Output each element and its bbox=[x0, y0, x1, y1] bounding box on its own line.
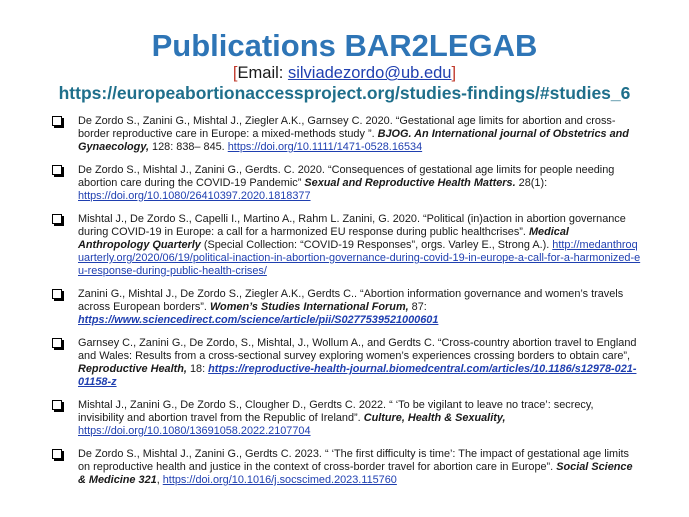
publication-journal: Reproductive Health, bbox=[78, 363, 187, 375]
publication-details: 28(1): bbox=[515, 177, 548, 189]
page-title: Publications BAR2LEGAB bbox=[151, 28, 538, 63]
email-link[interactable]: silviadezordo@ub.edu bbox=[287, 64, 452, 82]
checkbox-bullet-icon bbox=[52, 214, 62, 224]
publication-details: (Special Collection: “COVID-19 Responses”, orgs. Varley E., Strong A.). bbox=[200, 239, 553, 251]
publication-authors: Garnsey C., Zanini G., De Zordo, S., Mishtal, J., Wollum A., and Gerdts C. “Cross-country abortion travel to England and Wales: Results from a cross-sectional survey exploring women’s experiences crossing borders to obtain care”, bbox=[78, 337, 637, 362]
close-bracket: ] bbox=[451, 64, 457, 82]
publication-item bbox=[52, 448, 642, 487]
publication-authors: Mishtal J., Zanini G., De Zordo S., Clougher D., Gerdts C. 2022. “ ‘To be vigilant to leave no trace’: secrecy, invisibility and abortion travel from the Republic of Ireland”. bbox=[78, 399, 594, 424]
site-url-link[interactable]: https://europeabortionaccessproject.org/studies-findings/#studies_6 bbox=[58, 83, 631, 103]
publication-authors: De Zordo S., Mishtal J., Zanini G., Gerdts C. 2023. “ ‘The first difficulty is time’: The impact of gestational age limits on reproductive health and justice in the context of cross-border travel for abortion care in Europe”. bbox=[78, 448, 629, 473]
publication-journal: Sexual and Reproductive Health Matters. bbox=[304, 177, 516, 189]
checkbox-bullet-icon bbox=[52, 116, 62, 126]
publication-link[interactable]: https://reproductive-health-journal.biomedcentral.com/articles/10.1186/s12978-021-01158-z bbox=[78, 363, 637, 388]
publication-link[interactable]: https://www.sciencedirect.com/science/article/pii/S0277539521000601 bbox=[78, 314, 439, 326]
email-label: Email: bbox=[237, 64, 288, 82]
publication-authors: De Zordo S., Mishtal J., Zanini G., Gerdts. C. 2020. “Consequences of gestational age limits for people needing abortion care during the COVID-19 Pandemic” bbox=[78, 164, 615, 189]
publication-link[interactable]: https://doi.org/10.1080/26410397.2020.1818377 bbox=[78, 190, 311, 202]
checkbox-bullet-icon bbox=[52, 289, 62, 299]
publication-item bbox=[52, 115, 642, 154]
publication-authors: Zanini G., Mishtal J., De Zordo S., Ziegler A.K., Gerdts C.. “Abortion information governance and women’s travels across European borders”. bbox=[78, 288, 624, 313]
publication-link[interactable]: https://doi.org/10.1016/j.socscimed.2023.115760 bbox=[162, 474, 397, 486]
publication-link[interactable]: https://doi.org/10.1111/1471-0528.16534 bbox=[227, 141, 423, 153]
checkbox-bullet-icon bbox=[52, 338, 62, 348]
publication-details: , bbox=[156, 474, 163, 486]
publication-journal: BJOG. An International journal of Obstetrics and Gynaecology, bbox=[78, 128, 629, 153]
publication-item bbox=[52, 399, 642, 438]
publication-journal: Women’s Studies International Forum, bbox=[209, 301, 409, 313]
publication-link[interactable]: http://medanthroquarterly.org/2020/06/19/political-inaction-in-abortion-governance-during-covid-19-in-europe-a-call-for-a-harmonized-eu-response-during-public-health-crises/ bbox=[78, 239, 641, 277]
publication-authors: Mishtal J., De Zordo S., Capelli I., Martino A., Rahm L. Zanini, G. 2020. “Political (in)action in abortion governance during COVID-19 in Europe: a call for a harmonized EU response during public healthcrises”. bbox=[78, 213, 626, 238]
publication-item bbox=[52, 164, 642, 203]
publication-item bbox=[52, 288, 642, 327]
publication-journal: Social Science & Medicine 321 bbox=[78, 461, 633, 486]
publication-journal: Medical Anthropology Quarterly bbox=[78, 226, 569, 251]
checkbox-bullet-icon bbox=[52, 165, 62, 175]
publication-link[interactable]: https://doi.org/10.1080/13691058.2022.2107704 bbox=[78, 425, 311, 437]
publication-authors: De Zordo S., Zanini G., Mishtal J., Ziegler A.K., Garnsey C. 2020. “Gestational age limits for abortion and cross-border reproductive care in Europe: a mixed-methods study ”. bbox=[78, 115, 616, 140]
open-bracket: [ bbox=[232, 64, 238, 82]
publication-details: 87: bbox=[408, 301, 427, 313]
publication-list bbox=[52, 115, 642, 497]
publication-details: 18: bbox=[186, 363, 209, 375]
publication-journal: Culture, Health & Sexuality, bbox=[363, 412, 506, 424]
checkbox-bullet-icon bbox=[52, 400, 62, 410]
contact-line bbox=[0, 64, 689, 83]
checkbox-bullet-icon bbox=[52, 449, 62, 459]
publication-item bbox=[52, 213, 642, 278]
publication-details: 128: 838– 845. bbox=[149, 141, 228, 153]
publication-item bbox=[52, 337, 642, 389]
